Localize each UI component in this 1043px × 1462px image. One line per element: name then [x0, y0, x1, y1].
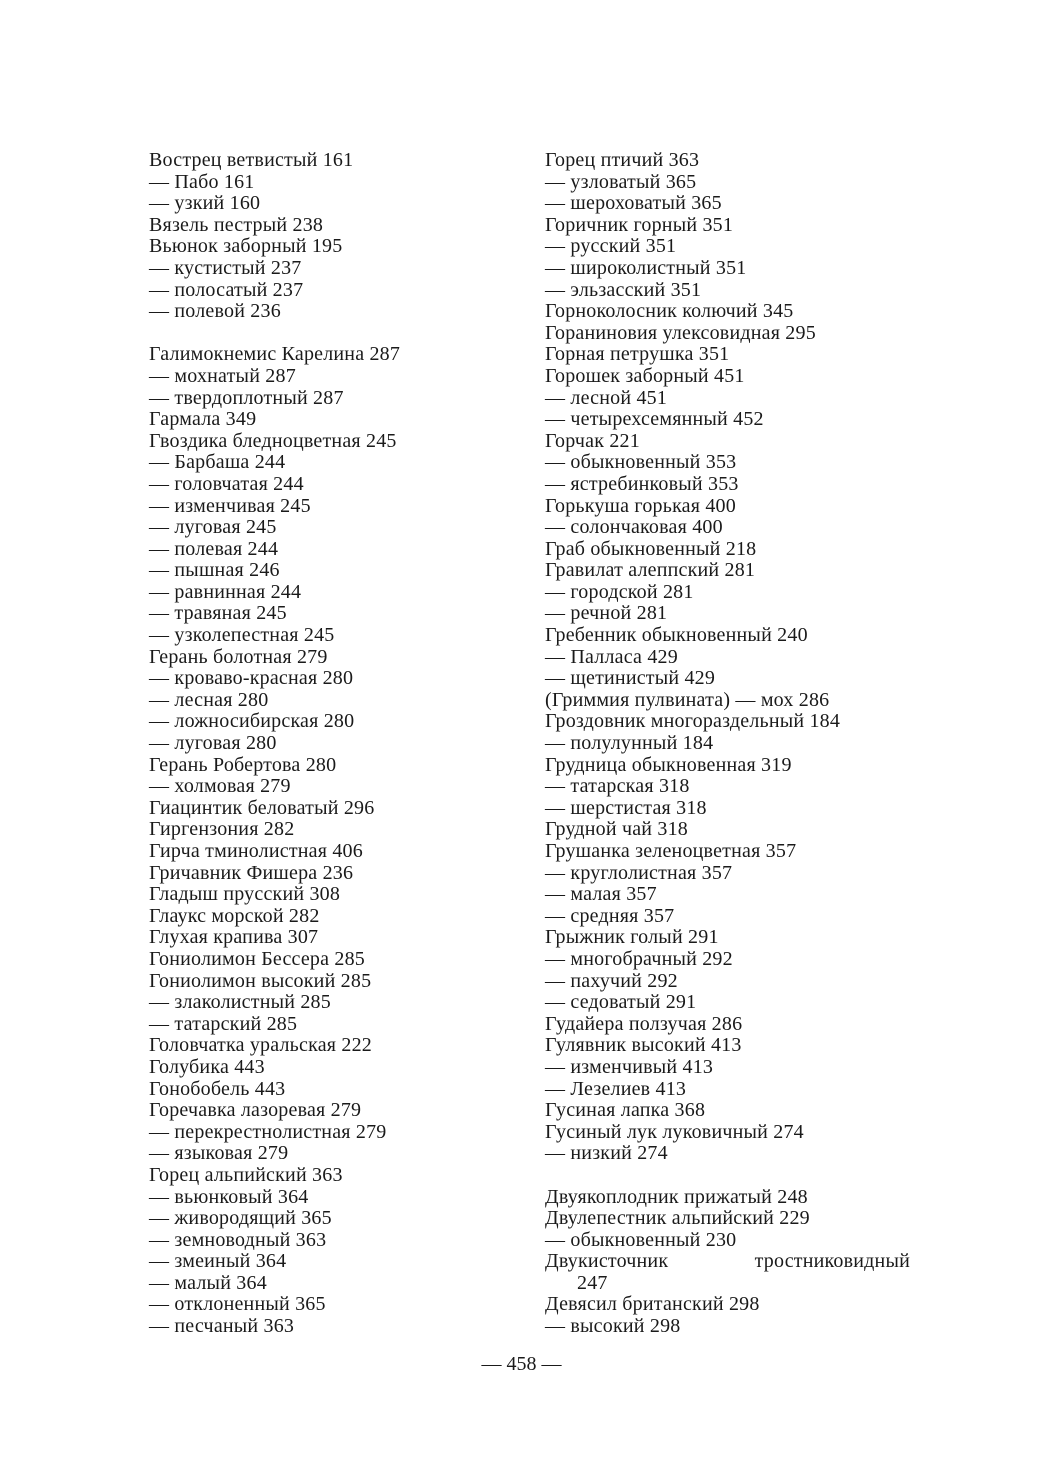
- index-entry: Горноколосник колючий 345: [545, 300, 794, 323]
- index-entry: — полосатый 237: [149, 278, 304, 301]
- index-entry: — узкий 160: [149, 192, 261, 215]
- index-entry: — шероховатый 365: [545, 192, 722, 215]
- index-entry: Горичник горный 351: [545, 213, 734, 236]
- index-entry: — отклоненный 365: [149, 1293, 326, 1316]
- index-entry: — изменчивый 413: [545, 1055, 714, 1078]
- index-entry: — щетинистый 429: [545, 667, 716, 690]
- index-entry: Грудница обыкновенная 319: [545, 753, 792, 776]
- index-entry: — узловатый 365: [545, 170, 697, 193]
- index-entry: — перекрестнолистная 279: [149, 1120, 387, 1143]
- index-entry: — Пабо 161: [149, 170, 255, 193]
- index-entry: — средняя 357: [545, 904, 675, 927]
- index-entry: (Гриммия пулвината) — мох 286: [545, 688, 830, 711]
- index-entry: — луговая 280: [149, 732, 277, 755]
- index-entry: Двуякоплодник прижатый 248: [545, 1185, 808, 1208]
- index-entry: — речной 281: [545, 602, 668, 625]
- index-entry: Горец альпийский 363: [149, 1163, 343, 1186]
- index-entry: Гониолимон высокий 285: [149, 969, 372, 992]
- index-entry: Грудной чай 318: [545, 818, 688, 841]
- index-entry: — ястребинковый 353: [545, 472, 739, 495]
- index-entry: — вьюнковый 364: [149, 1185, 309, 1208]
- index-entry: — лесной 451: [545, 386, 668, 409]
- index-entry: — твердоплотный 287: [149, 386, 344, 409]
- index-entry: — луговая 245: [149, 516, 277, 539]
- index-entry: — полевая 244: [149, 537, 279, 560]
- index-entry: Горчак 221: [545, 429, 640, 452]
- index-entry: — низкий 274: [545, 1142, 668, 1165]
- index-entry: Гирча тминолистная 406: [149, 840, 363, 862]
- index-entry: Гораниновия улексовидная 295: [545, 321, 816, 344]
- index-entry: Гулявник высокий 413: [545, 1034, 742, 1057]
- index-entry: Герань Робертова 280: [149, 753, 337, 776]
- index-entry: — узколепестная 245: [149, 624, 335, 647]
- index-entry: Герань болотная 279: [149, 645, 328, 668]
- index-entry: Двукисточник тростниковидный: [545, 1250, 910, 1273]
- index-entry: Гудайера ползучая 286: [545, 1012, 743, 1035]
- index-entry: Грыжник голый 291: [545, 926, 719, 949]
- index-entry: — городской 281: [545, 580, 694, 603]
- index-entry: Грушанка зеленоцветная 357: [545, 840, 797, 862]
- index-entry: — эльзасский 351: [545, 278, 702, 301]
- index-entry: — полевой 236: [149, 300, 281, 323]
- index-entry: Галимокнемис Карелина 287: [149, 343, 401, 366]
- index-entry: — татарский 285: [149, 1012, 298, 1035]
- index-entry: Гроздовник многораздельный 184: [545, 710, 841, 733]
- index-entry: Гусиная лапка 368: [545, 1099, 706, 1122]
- index-entry: Гиацинтик беловатый 296: [149, 796, 375, 819]
- index-column-right: [545, 150, 910, 1338]
- index-entry: Гониолимон Бессера 285: [149, 947, 366, 970]
- index-entry: Горечавка лазоревая 279: [149, 1099, 362, 1122]
- index-entry: Гонобобель 443: [149, 1077, 286, 1100]
- index-entry: — седоватый 291: [545, 991, 697, 1014]
- index-entry: — пахучий 292: [545, 969, 678, 992]
- index-entry: — широколистный 351: [545, 256, 747, 279]
- index-entry: — Лезелиев 413: [545, 1077, 687, 1100]
- index-entry: — холмовая 279: [149, 775, 291, 798]
- index-entry: — шерстистая 318: [545, 796, 707, 819]
- index-entry: — обыкновенный 230: [545, 1228, 737, 1251]
- index-entry: Горная петрушка 351: [545, 343, 730, 366]
- index-entry: Гиргензония 282: [149, 818, 295, 841]
- index-entry: Вострец ветвистый 161: [149, 149, 354, 171]
- index-column-left: [149, 150, 529, 1338]
- index-entry: Глаукс морской 282: [149, 904, 320, 927]
- index-entry: Гравилат алеппский 281: [545, 559, 756, 582]
- index-entry: — лесная 280: [149, 688, 269, 711]
- index-entry-continuation: 247: [577, 1271, 608, 1294]
- index-entry: Гусиный лук луковичный 274: [545, 1120, 804, 1143]
- index-entry: Горец птичий 363: [545, 149, 700, 171]
- index-entry: — языковая 279: [149, 1142, 289, 1165]
- index-entry: Гричавник Фишера 236: [149, 861, 354, 884]
- index-entry: — Барбаша 244: [149, 451, 286, 474]
- index-entry: — русский 351: [545, 235, 677, 258]
- index-entry: — ложносибирская 280: [149, 710, 355, 733]
- index-entry: Вьюнок заборный 195: [149, 235, 343, 258]
- index-entry: Гармала 349: [149, 408, 257, 431]
- index-entry: — высокий 298: [545, 1315, 681, 1338]
- index-entry: Головчатка уральская 222: [149, 1034, 372, 1057]
- index-entry: — многобрачный 292: [545, 947, 733, 970]
- index-entry: — мохнатый 287: [149, 364, 296, 387]
- index-entry: — пышная 246: [149, 559, 280, 582]
- index-entry: — Палласа 429: [545, 645, 678, 668]
- index-entry: — живородящий 365: [149, 1207, 332, 1230]
- index-entry: — малая 357: [545, 883, 657, 906]
- index-entry: — кроваво-красная 280: [149, 667, 354, 690]
- index-entry: — татарская 318: [545, 775, 690, 798]
- index-entry: Горошек заборный 451: [545, 364, 745, 387]
- index-entry: — травяная 245: [149, 602, 287, 625]
- index-entry: — четырехсемянный 452: [545, 408, 764, 431]
- page-number: — 458 —: [481, 1353, 562, 1375]
- index-entry: — головчатая 244: [149, 472, 304, 495]
- index-entry: Вязель пестрый 238: [149, 213, 324, 236]
- index-entry: — солончаковая 400: [545, 516, 723, 539]
- index-entry: Двулепестник альпийский 229: [545, 1207, 810, 1230]
- index-entry: — земноводный 363: [149, 1228, 327, 1251]
- index-entry: — изменчивая 245: [149, 494, 311, 517]
- index-entry: Девясил британский 298: [545, 1293, 760, 1316]
- index-entry: Граб обыкновенный 218: [545, 537, 757, 560]
- index-entry: — обыкновенный 353: [545, 451, 737, 474]
- index-entry: Гвоздика бледноцветная 245: [149, 429, 397, 452]
- index-entry: — полулунный 184: [545, 732, 714, 755]
- index-entry: — малый 364: [149, 1271, 267, 1294]
- index-entry: — круглолистная 357: [545, 861, 733, 884]
- index-entry: — песчаный 363: [149, 1315, 295, 1338]
- index-entry: Гладыш прусский 308: [149, 883, 341, 906]
- index-entry: — кустистый 237: [149, 256, 302, 279]
- index-entry: Гребенник обыкновенный 240: [545, 624, 808, 647]
- index-entry: Горькуша горькая 400: [545, 494, 736, 517]
- index-entry: — равнинная 244: [149, 580, 302, 603]
- index-entry: — злаколистный 285: [149, 991, 331, 1014]
- index-entry: — змеиный 364: [149, 1250, 287, 1273]
- index-entry: Голубика 443: [149, 1055, 265, 1078]
- index-entry: Глухая крапива 307: [149, 926, 319, 949]
